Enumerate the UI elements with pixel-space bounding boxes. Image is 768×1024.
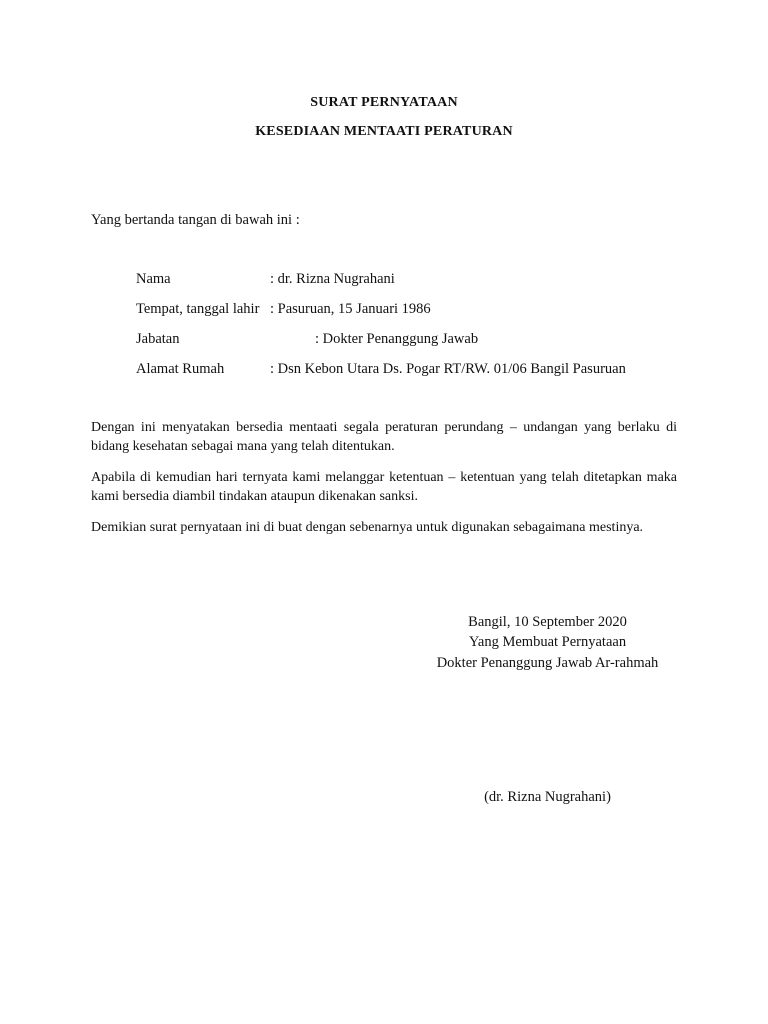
field-label: Jabatan — [136, 331, 180, 347]
field-value: : Dsn Kebon Utara Ds. Pogar RT/RW. 01/06 Bangil Pasuruan — [270, 361, 626, 377]
paragraph-consequence: Apabila di kemudian hari ternyata kami melanggar ketentuan – ketentuan yang telah ditetapkan maka kami bersedia diambil tindakan ataupun dikenakan sanksi. — [91, 470, 677, 504]
field-label: Alamat Rumah — [136, 361, 225, 377]
signature-role: Yang Membuat Pernyataan — [468, 634, 627, 650]
field-nama — [136, 271, 395, 288]
field-value: : Pasuruan, 15 Januari 1986 — [270, 301, 431, 317]
field-value: : dr. Rizna Nugrahani — [270, 271, 395, 287]
document-title: SURAT PERNYATAAN — [310, 95, 458, 110]
signature-position: Dokter Penanggung Jawab Ar-rahmah — [436, 655, 659, 671]
field-label: Tempat, tanggal lahir — [136, 301, 260, 317]
field-value: : Dokter Penanggung Jawab — [315, 331, 479, 347]
field-label: Nama — [136, 271, 171, 287]
field-tempat-tanggal-lahir — [136, 301, 431, 318]
intro-text: Yang bertanda tangan di bawah ini : — [91, 212, 300, 228]
field-alamat-rumah — [136, 361, 626, 378]
signature-name: (dr. Rizna Nugrahani) — [484, 789, 611, 805]
paragraph-statement: Dengan ini menyatakan bersedia mentaati segala peraturan perundang – undangan yang berlaku di bidang kesehatan sebagai mana yang telah ditentukan. — [91, 420, 677, 454]
paragraph-closing: Demikian surat pernyataan ini di buat dengan sebenarnya untuk digunakan sebagaimana mestinya. — [91, 520, 644, 535]
signature-place-date: Bangil, 10 September 2020 — [468, 614, 627, 630]
field-jabatan — [136, 331, 478, 348]
document-subtitle: KESEDIAAN MENTAATI PERATURAN — [255, 124, 513, 139]
